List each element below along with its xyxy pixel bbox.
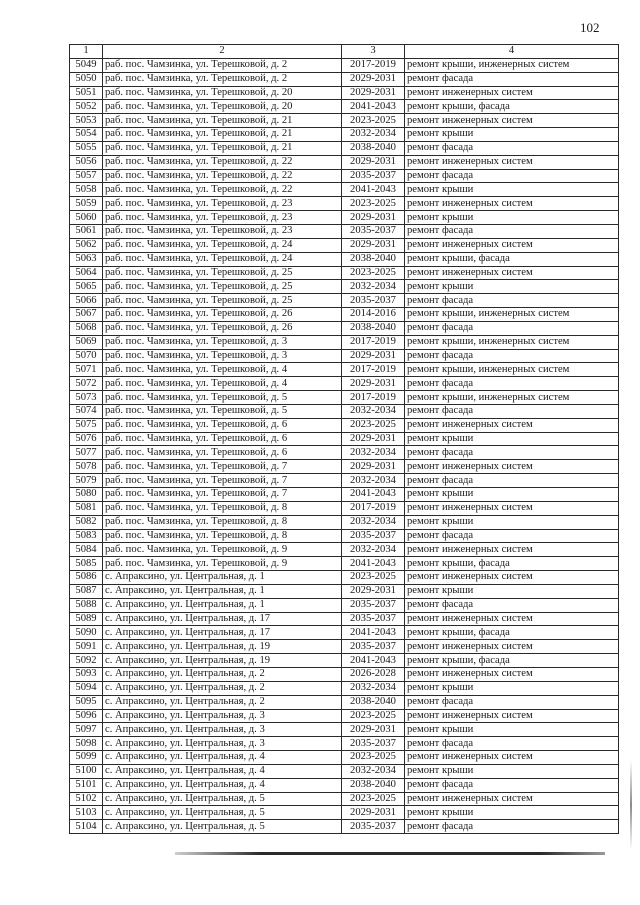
period-cell: 2032-2034 bbox=[342, 764, 405, 778]
row-number-cell: 5067 bbox=[70, 308, 103, 322]
work-type-cell: ремонт крыши bbox=[405, 764, 619, 778]
period-cell: 2017-2019 bbox=[342, 335, 405, 349]
table-row bbox=[70, 197, 619, 211]
row-number-cell: 5091 bbox=[70, 640, 103, 654]
row-number-cell: 5079 bbox=[70, 474, 103, 488]
work-type-cell: ремонт фасада bbox=[405, 169, 619, 183]
address-cell: раб. пос. Чамзинка, ул. Терешковой, д. 26 bbox=[103, 321, 342, 335]
address-cell: раб. пос. Чамзинка, ул. Терешковой, д. 21 bbox=[103, 114, 342, 128]
period-cell: 2032-2034 bbox=[342, 128, 405, 142]
address-cell: раб. пос. Чамзинка, ул. Терешковой, д. 22 bbox=[103, 155, 342, 169]
row-number-cell: 5085 bbox=[70, 557, 103, 571]
period-cell: 2029-2031 bbox=[342, 460, 405, 474]
table-row bbox=[70, 654, 619, 668]
period-cell: 2029-2031 bbox=[342, 86, 405, 100]
table-row bbox=[70, 404, 619, 418]
column-header-2: 2 bbox=[103, 45, 342, 59]
row-number-cell: 5097 bbox=[70, 723, 103, 737]
work-type-cell: ремонт инженерных систем bbox=[405, 197, 619, 211]
row-number-cell: 5075 bbox=[70, 418, 103, 432]
period-cell: 2029-2031 bbox=[342, 584, 405, 598]
period-cell: 2035-2037 bbox=[342, 820, 405, 834]
work-type-cell: ремонт инженерных систем bbox=[405, 751, 619, 765]
period-cell: 2038-2040 bbox=[342, 778, 405, 792]
row-number-cell: 5059 bbox=[70, 197, 103, 211]
page-number: 102 bbox=[580, 20, 600, 35]
table-row bbox=[70, 238, 619, 252]
work-type-cell: ремонт инженерных систем bbox=[405, 571, 619, 585]
period-cell: 2023-2025 bbox=[342, 792, 405, 806]
address-cell: раб. пос. Чамзинка, ул. Терешковой, д. 21 bbox=[103, 141, 342, 155]
row-number-cell: 5095 bbox=[70, 695, 103, 709]
row-number-cell: 5058 bbox=[70, 183, 103, 197]
row-number-cell: 5054 bbox=[70, 128, 103, 142]
row-number-cell: 5102 bbox=[70, 792, 103, 806]
work-type-cell: ремонт крыши bbox=[405, 432, 619, 446]
address-cell: с. Апраксино, ул. Центральная, д. 17 bbox=[103, 612, 342, 626]
table-row bbox=[70, 58, 619, 72]
table-row bbox=[70, 183, 619, 197]
address-cell: раб. пос. Чамзинка, ул. Терешковой, д. 24 bbox=[103, 252, 342, 266]
table-row bbox=[70, 418, 619, 432]
table-row bbox=[70, 571, 619, 585]
table-row bbox=[70, 626, 619, 640]
row-number-cell: 5086 bbox=[70, 571, 103, 585]
row-number-cell: 5078 bbox=[70, 460, 103, 474]
work-type-cell: ремонт фасада bbox=[405, 141, 619, 155]
address-cell: раб. пос. Чамзинка, ул. Терешковой, д. 3 bbox=[103, 349, 342, 363]
period-cell: 2017-2019 bbox=[342, 363, 405, 377]
row-number-cell: 5100 bbox=[70, 764, 103, 778]
period-cell: 2029-2031 bbox=[342, 432, 405, 446]
table-row bbox=[70, 529, 619, 543]
row-number-cell: 5083 bbox=[70, 529, 103, 543]
period-cell: 2023-2025 bbox=[342, 751, 405, 765]
work-type-cell: ремонт инженерных систем bbox=[405, 501, 619, 515]
period-cell: 2014-2016 bbox=[342, 308, 405, 322]
row-number-cell: 5061 bbox=[70, 224, 103, 238]
row-number-cell: 5055 bbox=[70, 141, 103, 155]
period-cell: 2032-2034 bbox=[342, 446, 405, 460]
work-type-cell: ремонт фасада bbox=[405, 404, 619, 418]
period-cell: 2035-2037 bbox=[342, 529, 405, 543]
row-number-cell: 5089 bbox=[70, 612, 103, 626]
work-type-cell: ремонт крыши, инженерных систем bbox=[405, 335, 619, 349]
address-cell: с. Апраксино, ул. Центральная, д. 1 bbox=[103, 598, 342, 612]
address-cell: раб. пос. Чамзинка, ул. Терешковой, д. 21 bbox=[103, 128, 342, 142]
row-number-cell: 5099 bbox=[70, 751, 103, 765]
table-row bbox=[70, 72, 619, 86]
row-number-cell: 5093 bbox=[70, 667, 103, 681]
work-type-cell: ремонт фасада bbox=[405, 294, 619, 308]
period-cell: 2023-2025 bbox=[342, 197, 405, 211]
row-number-cell: 5076 bbox=[70, 432, 103, 446]
period-cell: 2032-2034 bbox=[342, 681, 405, 695]
period-cell: 2029-2031 bbox=[342, 238, 405, 252]
address-cell: с. Апраксино, ул. Центральная, д. 19 bbox=[103, 654, 342, 668]
table-row bbox=[70, 543, 619, 557]
address-cell: раб. пос. Чамзинка, ул. Терешковой, д. 24 bbox=[103, 238, 342, 252]
address-cell: раб. пос. Чамзинка, ул. Терешковой, д. 8 bbox=[103, 529, 342, 543]
address-cell: раб. пос. Чамзинка, ул. Терешковой, д. 25 bbox=[103, 266, 342, 280]
row-number-cell: 5073 bbox=[70, 391, 103, 405]
period-cell: 2032-2034 bbox=[342, 280, 405, 294]
table-row bbox=[70, 515, 619, 529]
work-type-cell: ремонт крыши bbox=[405, 515, 619, 529]
table-row bbox=[70, 640, 619, 654]
table-row bbox=[70, 377, 619, 391]
address-cell: раб. пос. Чамзинка, ул. Терешковой, д. 7 bbox=[103, 474, 342, 488]
address-cell: раб. пос. Чамзинка, ул. Терешковой, д. 8 bbox=[103, 515, 342, 529]
table-row bbox=[70, 751, 619, 765]
work-type-cell: ремонт крыши, инженерных систем bbox=[405, 308, 619, 322]
row-number-cell: 5056 bbox=[70, 155, 103, 169]
period-cell: 2038-2040 bbox=[342, 695, 405, 709]
work-type-cell: ремонт крыши, фасада bbox=[405, 654, 619, 668]
row-number-cell: 5071 bbox=[70, 363, 103, 377]
work-type-cell: ремонт фасада bbox=[405, 529, 619, 543]
work-type-cell: ремонт инженерных систем bbox=[405, 114, 619, 128]
period-cell: 2032-2034 bbox=[342, 543, 405, 557]
work-type-cell: ремонт фасада bbox=[405, 598, 619, 612]
work-type-cell: ремонт фасада bbox=[405, 321, 619, 335]
period-cell: 2029-2031 bbox=[342, 723, 405, 737]
table-row bbox=[70, 709, 619, 723]
period-cell: 2041-2043 bbox=[342, 626, 405, 640]
table-row bbox=[70, 612, 619, 626]
address-cell: с. Апраксино, ул. Центральная, д. 3 bbox=[103, 737, 342, 751]
row-number-cell: 5103 bbox=[70, 806, 103, 820]
work-type-cell: ремонт крыши, инженерных систем bbox=[405, 391, 619, 405]
row-number-cell: 5094 bbox=[70, 681, 103, 695]
table-row bbox=[70, 764, 619, 778]
period-cell: 2041-2043 bbox=[342, 557, 405, 571]
row-number-cell: 5070 bbox=[70, 349, 103, 363]
row-number-cell: 5057 bbox=[70, 169, 103, 183]
address-cell: раб. пос. Чамзинка, ул. Терешковой, д. 25 bbox=[103, 280, 342, 294]
row-number-cell: 5081 bbox=[70, 501, 103, 515]
table-row bbox=[70, 488, 619, 502]
work-type-cell: ремонт крыши, фасада bbox=[405, 557, 619, 571]
work-type-cell: ремонт крыши bbox=[405, 128, 619, 142]
row-number-cell: 5068 bbox=[70, 321, 103, 335]
period-cell: 2026-2028 bbox=[342, 667, 405, 681]
table-row bbox=[70, 321, 619, 335]
work-type-cell: ремонт крыши, инженерных систем bbox=[405, 58, 619, 72]
address-cell: с. Апраксино, ул. Центральная, д. 5 bbox=[103, 792, 342, 806]
work-type-cell: ремонт фасада bbox=[405, 474, 619, 488]
row-number-cell: 5080 bbox=[70, 488, 103, 502]
table-row bbox=[70, 446, 619, 460]
address-cell: раб. пос. Чамзинка, ул. Терешковой, д. 7 bbox=[103, 460, 342, 474]
table-row bbox=[70, 86, 619, 100]
row-number-cell: 5053 bbox=[70, 114, 103, 128]
table-row bbox=[70, 391, 619, 405]
address-cell: раб. пос. Чамзинка, ул. Терешковой, д. 9 bbox=[103, 557, 342, 571]
address-cell: раб. пос. Чамзинка, ул. Терешковой, д. 6 bbox=[103, 432, 342, 446]
table-row bbox=[70, 778, 619, 792]
period-cell: 2035-2037 bbox=[342, 294, 405, 308]
period-cell: 2038-2040 bbox=[342, 141, 405, 155]
work-type-cell: ремонт крыши, фасада bbox=[405, 626, 619, 640]
address-cell: с. Апраксино, ул. Центральная, д. 1 bbox=[103, 584, 342, 598]
row-number-cell: 5077 bbox=[70, 446, 103, 460]
address-cell: раб. пос. Чамзинка, ул. Терешковой, д. 8 bbox=[103, 501, 342, 515]
address-cell: раб. пос. Чамзинка, ул. Терешковой, д. 23 bbox=[103, 224, 342, 238]
table-row bbox=[70, 584, 619, 598]
address-cell: раб. пос. Чамзинка, ул. Терешковой, д. 20 bbox=[103, 86, 342, 100]
work-type-cell: ремонт крыши bbox=[405, 681, 619, 695]
table-row bbox=[70, 128, 619, 142]
row-number-cell: 5069 bbox=[70, 335, 103, 349]
work-type-cell: ремонт фасада bbox=[405, 72, 619, 86]
work-type-cell: ремонт инженерных систем bbox=[405, 418, 619, 432]
period-cell: 2032-2034 bbox=[342, 404, 405, 418]
row-number-cell: 5065 bbox=[70, 280, 103, 294]
period-cell: 2029-2031 bbox=[342, 211, 405, 225]
table-row bbox=[70, 820, 619, 834]
address-cell: раб. пос. Чамзинка, ул. Терешковой, д. 26 bbox=[103, 308, 342, 322]
work-type-cell: ремонт инженерных систем bbox=[405, 792, 619, 806]
work-type-cell: ремонт инженерных систем bbox=[405, 266, 619, 280]
address-cell: раб. пос. Чамзинка, ул. Терешковой, д. 23 bbox=[103, 211, 342, 225]
work-type-cell: ремонт фасада bbox=[405, 377, 619, 391]
work-type-cell: ремонт крыши, фасада bbox=[405, 100, 619, 114]
row-number-cell: 5062 bbox=[70, 238, 103, 252]
row-number-cell: 5092 bbox=[70, 654, 103, 668]
row-number-cell: 5049 bbox=[70, 58, 103, 72]
address-cell: с. Апраксино, ул. Центральная, д. 2 bbox=[103, 681, 342, 695]
period-cell: 2023-2025 bbox=[342, 709, 405, 723]
table-row bbox=[70, 252, 619, 266]
period-cell: 2035-2037 bbox=[342, 169, 405, 183]
work-type-cell: ремонт инженерных систем bbox=[405, 709, 619, 723]
address-cell: с. Апраксино, ул. Центральная, д. 17 bbox=[103, 626, 342, 640]
address-cell: раб. пос. Чамзинка, ул. Терешковой, д. 22 bbox=[103, 183, 342, 197]
period-cell: 2041-2043 bbox=[342, 183, 405, 197]
row-number-cell: 5101 bbox=[70, 778, 103, 792]
row-number-cell: 5051 bbox=[70, 86, 103, 100]
column-header-3: 3 bbox=[342, 45, 405, 59]
scan-edge-mark bbox=[630, 760, 632, 850]
period-cell: 2038-2040 bbox=[342, 321, 405, 335]
work-type-cell: ремонт крыши bbox=[405, 488, 619, 502]
work-type-cell: ремонт инженерных систем bbox=[405, 86, 619, 100]
work-type-cell: ремонт фасада bbox=[405, 224, 619, 238]
address-cell: с. Апраксино, ул. Центральная, д. 4 bbox=[103, 751, 342, 765]
row-number-cell: 5087 bbox=[70, 584, 103, 598]
work-type-cell: ремонт фасада bbox=[405, 820, 619, 834]
period-cell: 2023-2025 bbox=[342, 418, 405, 432]
table-row bbox=[70, 501, 619, 515]
table-row bbox=[70, 224, 619, 238]
address-cell: раб. пос. Чамзинка, ул. Терешковой, д. 2 bbox=[103, 72, 342, 86]
row-number-cell: 5096 bbox=[70, 709, 103, 723]
header-row bbox=[70, 45, 619, 59]
table-row bbox=[70, 114, 619, 128]
table-row bbox=[70, 294, 619, 308]
address-cell: с. Апраксино, ул. Центральная, д. 4 bbox=[103, 764, 342, 778]
address-cell: с. Апраксино, ул. Центральная, д. 19 bbox=[103, 640, 342, 654]
table-row bbox=[70, 363, 619, 377]
table-row bbox=[70, 349, 619, 363]
row-number-cell: 5072 bbox=[70, 377, 103, 391]
row-number-cell: 5066 bbox=[70, 294, 103, 308]
period-cell: 2029-2031 bbox=[342, 806, 405, 820]
address-cell: раб. пос. Чамзинка, ул. Терешковой, д. 5 bbox=[103, 391, 342, 405]
table-row bbox=[70, 474, 619, 488]
row-number-cell: 5090 bbox=[70, 626, 103, 640]
period-cell: 2035-2037 bbox=[342, 737, 405, 751]
row-number-cell: 5050 bbox=[70, 72, 103, 86]
column-header-1: 1 bbox=[70, 45, 103, 59]
work-type-cell: ремонт крыши bbox=[405, 211, 619, 225]
table-row bbox=[70, 681, 619, 695]
period-cell: 2023-2025 bbox=[342, 266, 405, 280]
period-cell: 2023-2025 bbox=[342, 571, 405, 585]
table-row bbox=[70, 723, 619, 737]
row-number-cell: 5088 bbox=[70, 598, 103, 612]
bottom-rule bbox=[175, 852, 605, 855]
address-cell: раб. пос. Чамзинка, ул. Терешковой, д. 6 bbox=[103, 446, 342, 460]
work-type-cell: ремонт инженерных систем bbox=[405, 640, 619, 654]
period-cell: 2041-2043 bbox=[342, 488, 405, 502]
work-type-cell: ремонт крыши, инженерных систем bbox=[405, 363, 619, 377]
address-cell: раб. пос. Чамзинка, ул. Терешковой, д. 4 bbox=[103, 377, 342, 391]
table-row bbox=[70, 598, 619, 612]
period-cell: 2032-2034 bbox=[342, 515, 405, 529]
period-cell: 2023-2025 bbox=[342, 114, 405, 128]
work-type-cell: ремонт крыши, фасада bbox=[405, 252, 619, 266]
row-number-cell: 5063 bbox=[70, 252, 103, 266]
address-cell: раб. пос. Чамзинка, ул. Терешковой, д. 3 bbox=[103, 335, 342, 349]
row-number-cell: 5084 bbox=[70, 543, 103, 557]
address-cell: с. Апраксино, ул. Центральная, д. 5 bbox=[103, 820, 342, 834]
work-type-cell: ремонт инженерных систем bbox=[405, 460, 619, 474]
work-type-cell: ремонт инженерных систем bbox=[405, 612, 619, 626]
table-row bbox=[70, 695, 619, 709]
work-type-cell: ремонт фасада bbox=[405, 446, 619, 460]
table-row bbox=[70, 460, 619, 474]
address-cell: раб. пос. Чамзинка, ул. Терешковой, д. 22 bbox=[103, 169, 342, 183]
table-row bbox=[70, 141, 619, 155]
address-cell: раб. пос. Чамзинка, ул. Терешковой, д. 6 bbox=[103, 418, 342, 432]
address-cell: раб. пос. Чамзинка, ул. Терешковой, д. 25 bbox=[103, 294, 342, 308]
work-type-cell: ремонт инженерных систем bbox=[405, 543, 619, 557]
table-row bbox=[70, 557, 619, 571]
address-cell: раб. пос. Чамзинка, ул. Терешковой, д. 2 bbox=[103, 58, 342, 72]
address-cell: с. Апраксино, ул. Центральная, д. 3 bbox=[103, 709, 342, 723]
address-cell: раб. пос. Чамзинка, ул. Терешковой, д. 20 bbox=[103, 100, 342, 114]
table-row bbox=[70, 792, 619, 806]
row-number-cell: 5064 bbox=[70, 266, 103, 280]
period-cell: 2029-2031 bbox=[342, 349, 405, 363]
period-cell: 2017-2019 bbox=[342, 58, 405, 72]
address-cell: с. Апраксино, ул. Центральная, д. 2 bbox=[103, 667, 342, 681]
table-row bbox=[70, 211, 619, 225]
row-number-cell: 5098 bbox=[70, 737, 103, 751]
work-type-cell: ремонт инженерных систем bbox=[405, 155, 619, 169]
table-row bbox=[70, 432, 619, 446]
period-cell: 2035-2037 bbox=[342, 612, 405, 626]
work-type-cell: ремонт фасада bbox=[405, 695, 619, 709]
period-cell: 2035-2037 bbox=[342, 640, 405, 654]
work-type-cell: ремонт фасада bbox=[405, 778, 619, 792]
table-row bbox=[70, 280, 619, 294]
work-type-cell: ремонт крыши bbox=[405, 806, 619, 820]
period-cell: 2041-2043 bbox=[342, 654, 405, 668]
address-cell: с. Апраксино, ул. Центральная, д. 1 bbox=[103, 571, 342, 585]
table-row bbox=[70, 667, 619, 681]
period-cell: 2038-2040 bbox=[342, 252, 405, 266]
row-number-cell: 5060 bbox=[70, 211, 103, 225]
period-cell: 2029-2031 bbox=[342, 72, 405, 86]
row-number-cell: 5104 bbox=[70, 820, 103, 834]
work-type-cell: ремонт крыши bbox=[405, 584, 619, 598]
column-header-4: 4 bbox=[405, 45, 619, 59]
period-cell: 2017-2019 bbox=[342, 501, 405, 515]
period-cell: 2032-2034 bbox=[342, 474, 405, 488]
period-cell: 2035-2037 bbox=[342, 598, 405, 612]
period-cell: 2017-2019 bbox=[342, 391, 405, 405]
table-row bbox=[70, 155, 619, 169]
period-cell: 2029-2031 bbox=[342, 155, 405, 169]
period-cell: 2029-2031 bbox=[342, 377, 405, 391]
address-cell: с. Апраксино, ул. Центральная, д. 4 bbox=[103, 778, 342, 792]
address-cell: раб. пос. Чамзинка, ул. Терешковой, д. 4 bbox=[103, 363, 342, 377]
work-type-cell: ремонт крыши bbox=[405, 183, 619, 197]
address-cell: с. Апраксино, ул. Центральная, д. 5 bbox=[103, 806, 342, 820]
work-type-cell: ремонт инженерных систем bbox=[405, 667, 619, 681]
table-body bbox=[70, 58, 619, 833]
address-cell: с. Апраксино, ул. Центральная, д. 2 bbox=[103, 695, 342, 709]
table-row bbox=[70, 308, 619, 322]
work-type-cell: ремонт инженерных систем bbox=[405, 238, 619, 252]
period-cell: 2041-2043 bbox=[342, 100, 405, 114]
address-cell: раб. пос. Чамзинка, ул. Терешковой, д. 7 bbox=[103, 488, 342, 502]
address-cell: с. Апраксино, ул. Центральная, д. 3 bbox=[103, 723, 342, 737]
work-type-cell: ремонт фасада bbox=[405, 349, 619, 363]
row-number-cell: 5082 bbox=[70, 515, 103, 529]
work-type-cell: ремонт крыши bbox=[405, 723, 619, 737]
address-cell: раб. пос. Чамзинка, ул. Терешковой, д. 9 bbox=[103, 543, 342, 557]
table-row bbox=[70, 737, 619, 751]
row-number-cell: 5052 bbox=[70, 100, 103, 114]
table-row bbox=[70, 335, 619, 349]
table-row bbox=[70, 806, 619, 820]
work-type-cell: ремонт фасада bbox=[405, 737, 619, 751]
row-number-cell: 5074 bbox=[70, 404, 103, 418]
address-cell: раб. пос. Чамзинка, ул. Терешковой, д. 23 bbox=[103, 197, 342, 211]
repair-schedule-table bbox=[69, 44, 619, 834]
address-cell: раб. пос. Чамзинка, ул. Терешковой, д. 5 bbox=[103, 404, 342, 418]
table-row bbox=[70, 169, 619, 183]
period-cell: 2035-2037 bbox=[342, 224, 405, 238]
table-row bbox=[70, 100, 619, 114]
work-type-cell: ремонт крыши bbox=[405, 280, 619, 294]
table-row bbox=[70, 266, 619, 280]
